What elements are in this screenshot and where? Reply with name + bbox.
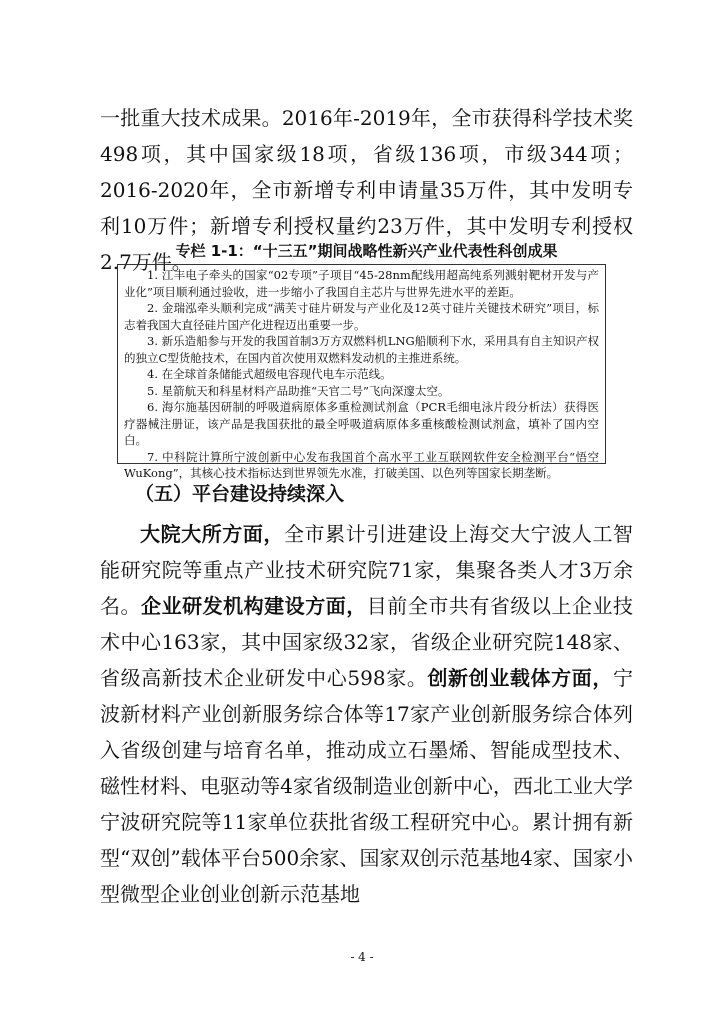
box-item: 3. 新乐造船参与开发的我国首制3万方双燃料机LNG船顺利下水，采用具有自主知识产权的独立C型货舱技术，在国内首次使用双燃料发动机的主推进系统。	[124, 334, 599, 365]
platform-paragraph	[100, 516, 633, 912]
lead-in-phrase: 大院大所方面，	[140, 522, 284, 546]
lead-in-phrase: 企业研发机构建设方面，	[141, 594, 367, 618]
box-item: 4. 在全球首条储能式超级电容现代电车示范线。	[147, 367, 392, 381]
page-number: - 4 -	[350, 950, 374, 964]
body-text: 目前全市共有省级以上企业技术中心163家，其中国家级32家，省级企业研究院148家、省级高新技术企业研发中心598家。	[100, 594, 634, 690]
body-text: 全市累计引进建设上海交大宁波人工智能研究院等重点产业技术研究院71家，集聚各类人才3万余名。	[100, 522, 634, 618]
body-text: 宁波新材料产业创新服务综合体等17家产业创新服务综合体列入省级创建与培育名单，推动成立石墨烯、智能成型技术、磁性材料、电驱动等4家省级制造业创新中心，西北工业大学宁波研究院等11家单位获批省级工程研究中心。累计拥有新型“双创”载体平台500余家、国家双创示范基地4家、国家小型微型企业创业创新示范基地	[100, 666, 633, 906]
intro-paragraph: 一批重大技术成果。2016年-2019年，全市获得科学技术奖498项，其中国家级18项，省级136项，市级344项；2016-2020年，全市新增专利申请量35万件，其中发明专利10万件；新增专利授权量约23万件，其中发明专利授权2.7万件。	[100, 106, 633, 274]
box-title: 专栏 1-1：“十三五”期间战略性新兴产业代表性科创成果	[175, 242, 558, 260]
box-item: 5. 星箭航天和科星材料产品助推“天官二号”飞向深邃太空。	[147, 383, 450, 398]
box-item: 6. 海尔施基因研制的呼吸道病原体多重检测试剂盒（PCR毛细电泳片段分析法）获得医疗器械注册证，该产品是我国获批的最全呼吸道病原体多重核酸检测试剂盒，填补了国内空白。	[124, 400, 599, 447]
lead-in-phrase: 创新创业载体方面，	[427, 666, 613, 690]
section-heading: （五）平台建设持续深入	[135, 483, 345, 505]
feature-box	[117, 264, 606, 480]
box-item: 1. 江丰电子牵头的国家“02专项”子项目“45-28nm配线用超高纯系列溅射靶材开发与产业化”项目顺利通过验收，进一步缩小了我国自主芯片与世界先进水平的差距。	[124, 268, 599, 299]
box-item: 2. 金瑞泓牵头顺利完成“满芙寸硅片研发与产业化及12英寸硅片关键技术研究”项目，标志着我国大直径硅片国产化进程迈出重要一步。	[124, 301, 599, 332]
box-item: 7. 中科院计算所宁波创新中心发布我国首个高水平工业互联网软件安全检测平台“悟空 WuKong”，其核心技术指标达到世界领先水准，打破美国、以色列等国家长期垄断。	[124, 449, 599, 480]
